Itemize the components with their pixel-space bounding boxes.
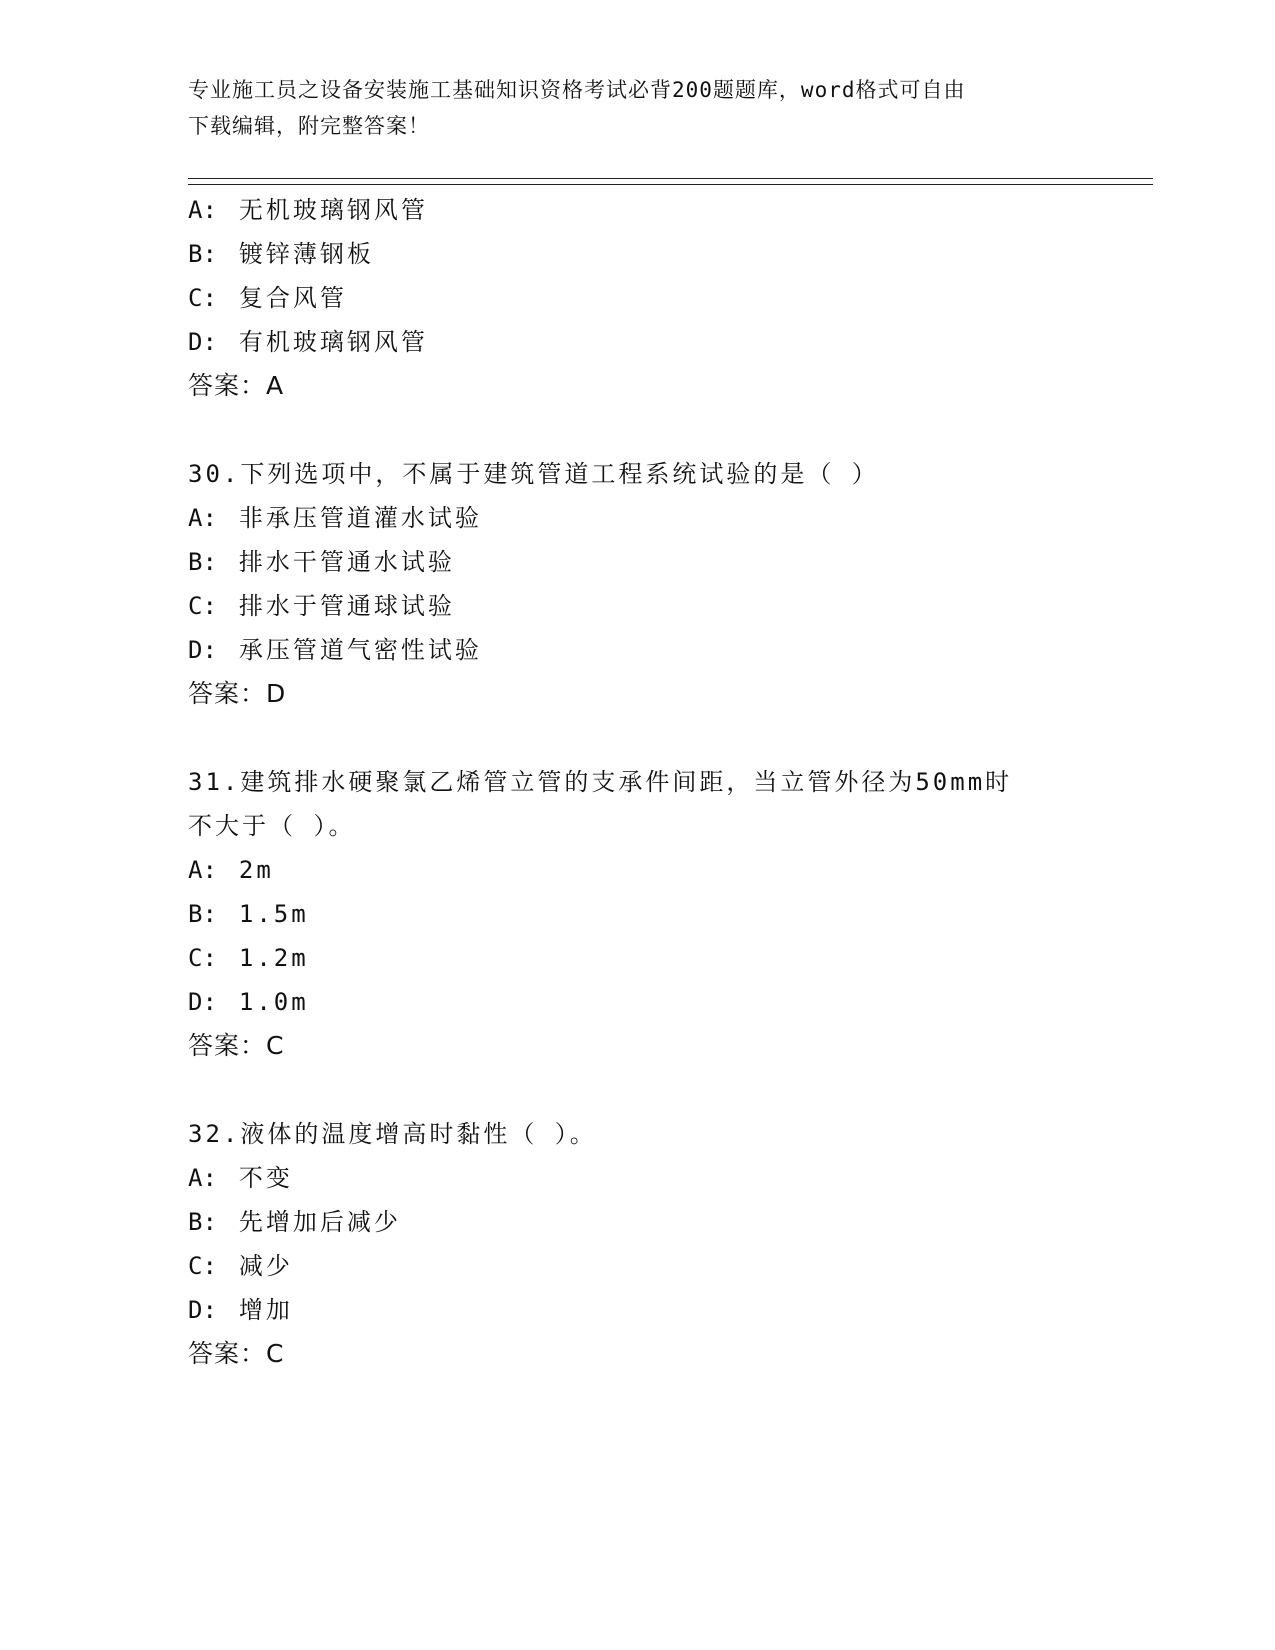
q32-option-b	[188, 1206, 401, 1238]
q30-option-b	[188, 546, 455, 578]
q31-question-line-1: 31.建筑排水硬聚氯乙烯管立管的支承件间距，当立管外径为50mm时	[188, 768, 1013, 796]
q32-answer: 答案：C	[188, 1339, 285, 1368]
option-text: 承压管道气密性试验	[238, 636, 482, 664]
option-letter: A:	[188, 196, 217, 224]
option-letter: A:	[188, 504, 217, 532]
q31-option-c	[188, 942, 309, 974]
option-letter: D:	[188, 1296, 217, 1324]
option-letter: B:	[188, 900, 217, 928]
option-text: 增加	[238, 1296, 293, 1324]
q29-option-a	[188, 194, 428, 226]
q29-option-c	[188, 282, 347, 314]
option-letter: D:	[188, 988, 217, 1016]
option-text: 1.5m	[238, 900, 309, 928]
q31-answer: 答案：C	[188, 1031, 285, 1060]
q30-answer: 答案：D	[188, 679, 287, 708]
option-text: 先增加后减少	[238, 1208, 401, 1236]
option-text: 排水干管通水试验	[238, 548, 455, 576]
option-text: 有机玻璃钢风管	[238, 328, 428, 356]
option-letter: B:	[188, 548, 217, 576]
q31-option-b	[188, 898, 309, 930]
header-divider-top	[188, 178, 1153, 179]
option-text: 不变	[238, 1164, 293, 1192]
option-text: 减少	[238, 1252, 293, 1280]
q30-option-a	[188, 502, 482, 534]
option-letter: D:	[188, 328, 217, 356]
q31-question-line-2: 不大于（ ）。	[188, 812, 356, 840]
option-letter: D:	[188, 636, 217, 664]
header-divider-bottom	[188, 184, 1153, 185]
header-line-2: 下载编辑，附完整答案！	[188, 114, 430, 138]
q29-option-b	[188, 238, 374, 270]
option-text: 排水于管通球试验	[238, 592, 455, 620]
option-text: 非承压管道灌水试验	[238, 504, 482, 532]
option-letter: C:	[188, 592, 217, 620]
option-text: 1.2m	[238, 944, 309, 972]
q31-option-a	[188, 854, 274, 886]
option-letter: C:	[188, 284, 217, 312]
option-letter: A:	[188, 1164, 217, 1192]
q30-option-d	[188, 634, 482, 666]
option-letter: C:	[188, 1252, 217, 1280]
q31-option-d	[188, 986, 309, 1018]
q32-option-d	[188, 1294, 293, 1326]
option-letter: A:	[188, 856, 217, 884]
option-text: 复合风管	[238, 284, 347, 312]
q32-option-a	[188, 1162, 293, 1194]
document-header	[188, 72, 1068, 144]
option-text: 镀锌薄钢板	[238, 240, 374, 268]
option-text: 无机玻璃钢风管	[238, 196, 428, 224]
option-text: 2m	[238, 856, 274, 884]
q30-option-c	[188, 590, 455, 622]
option-text: 1.0m	[238, 988, 309, 1016]
q29-answer: 答案：A	[188, 371, 285, 400]
option-letter: C:	[188, 944, 217, 972]
q30-question: 30.下列选项中，不属于建筑管道工程系统试验的是（ ）	[188, 460, 879, 488]
q29-option-d	[188, 326, 428, 358]
option-letter: B:	[188, 1208, 217, 1236]
q32-question: 32.液体的温度增高时黏性（ ）。	[188, 1120, 597, 1148]
header-line-1: 专业施工员之设备安装施工基础知识资格考试必背200题题库，word格式可自由	[188, 78, 966, 102]
option-letter: B:	[188, 240, 217, 268]
q32-option-c	[188, 1250, 293, 1282]
